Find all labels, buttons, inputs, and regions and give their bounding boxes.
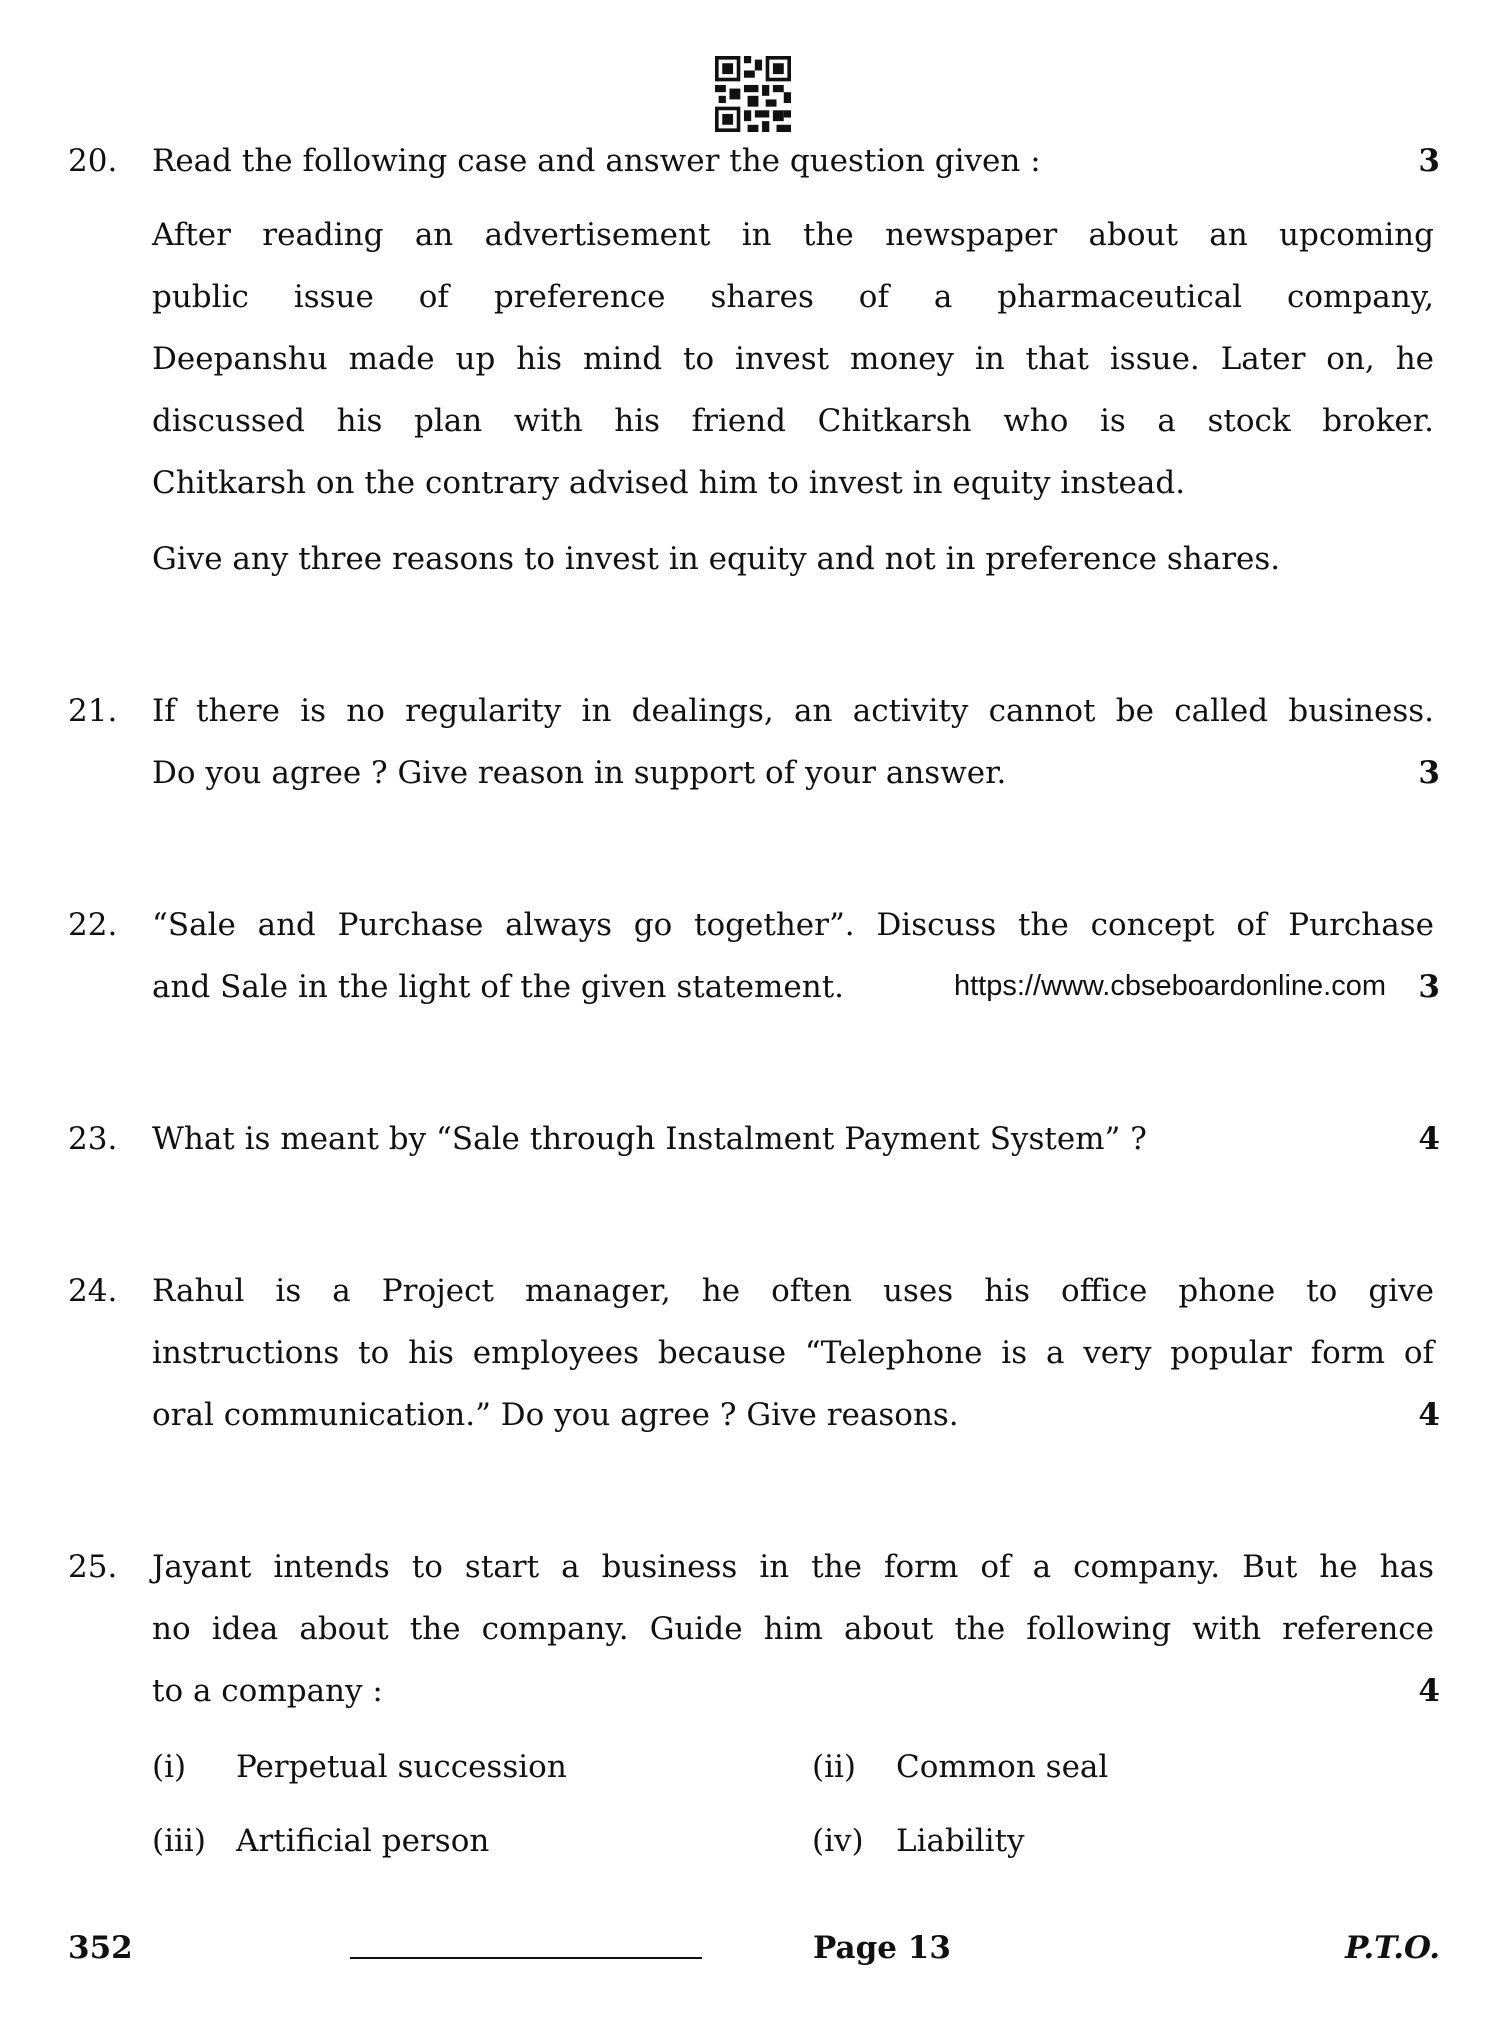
case-line: After reading an advertisement in the newspaper about an upcoming xyxy=(152,217,1434,253)
option-label: (iv) xyxy=(812,1823,864,1859)
page-number: Page 13 xyxy=(813,1930,951,1966)
question-text: and Sale in the light of the given statement. xyxy=(152,969,845,1005)
option-text: Perpetual succession xyxy=(236,1749,567,1785)
question-number: 25. xyxy=(68,1549,118,1585)
question-number: 24. xyxy=(68,1273,118,1309)
question-text: Read the following case and answer the question given : xyxy=(152,143,1041,179)
paper-code: 352 xyxy=(68,1930,133,1966)
watermark-url: https://www.cbseboardonline.com xyxy=(954,970,1386,1002)
question-text: Rahul is a Project manager, he often uses his office phone to give xyxy=(152,1273,1434,1309)
option-text: Liability xyxy=(896,1823,1025,1859)
question-marks: 3 xyxy=(1418,969,1440,1005)
question-text: If there is no regularity in dealings, an activity cannot be called business. xyxy=(152,693,1434,729)
option-item xyxy=(152,1736,567,1798)
question-number: 20. xyxy=(68,143,118,179)
question-number: 23. xyxy=(68,1121,118,1157)
question-text: Do you agree ? Give reason in support of your answer. xyxy=(152,755,1007,791)
question-marks: 4 xyxy=(1418,1397,1440,1433)
option-text: Artificial person xyxy=(236,1823,490,1859)
question-text: oral communication.” Do you agree ? Give reasons. xyxy=(152,1397,959,1433)
question-text: Jayant intends to start a business in the form of a company. But he has xyxy=(152,1549,1434,1585)
option-label: (iii) xyxy=(152,1823,206,1859)
question-marks: 4 xyxy=(1418,1673,1440,1709)
question-text: to a company : xyxy=(152,1673,383,1709)
option-item xyxy=(812,1810,1025,1872)
question-prompt: Give any three reasons to invest in equity and not in preference shares. xyxy=(152,541,1281,577)
question-text: “Sale and Purchase always go together”. Discuss the concept of Purchase xyxy=(152,907,1434,943)
option-label: (ii) xyxy=(812,1749,857,1785)
question-marks: 3 xyxy=(1418,755,1440,791)
question-text: no idea about the company. Guide him about the following with reference xyxy=(152,1611,1434,1647)
case-line: public issue of preference shares of a pharmaceutical company, xyxy=(152,279,1434,315)
question-text: What is meant by “Sale through Instalment Payment System” ? xyxy=(152,1121,1147,1157)
question-number: 21. xyxy=(68,693,118,729)
option-item xyxy=(812,1736,1108,1798)
question-marks: 3 xyxy=(1418,143,1440,179)
option-text: Common seal xyxy=(896,1749,1109,1785)
case-line: Chitkarsh on the contrary advised him to invest in equity instead. xyxy=(152,465,1186,501)
option-item xyxy=(152,1810,489,1872)
pto-label: P.T.O. xyxy=(1345,1930,1440,1966)
qr-code-icon xyxy=(715,56,791,132)
page-footer xyxy=(68,1930,1440,1980)
question-text: instructions to his employees because “Telephone is a very popular form of xyxy=(152,1335,1434,1371)
case-line: discussed his plan with his friend Chitkarsh who is a stock broker. xyxy=(152,403,1434,439)
footer-divider xyxy=(350,1957,702,1959)
option-label: (i) xyxy=(152,1749,187,1785)
question-marks: 4 xyxy=(1418,1121,1440,1157)
case-line: Deepanshu made up his mind to invest money in that issue. Later on, he xyxy=(152,341,1434,377)
question-number: 22. xyxy=(68,907,118,943)
